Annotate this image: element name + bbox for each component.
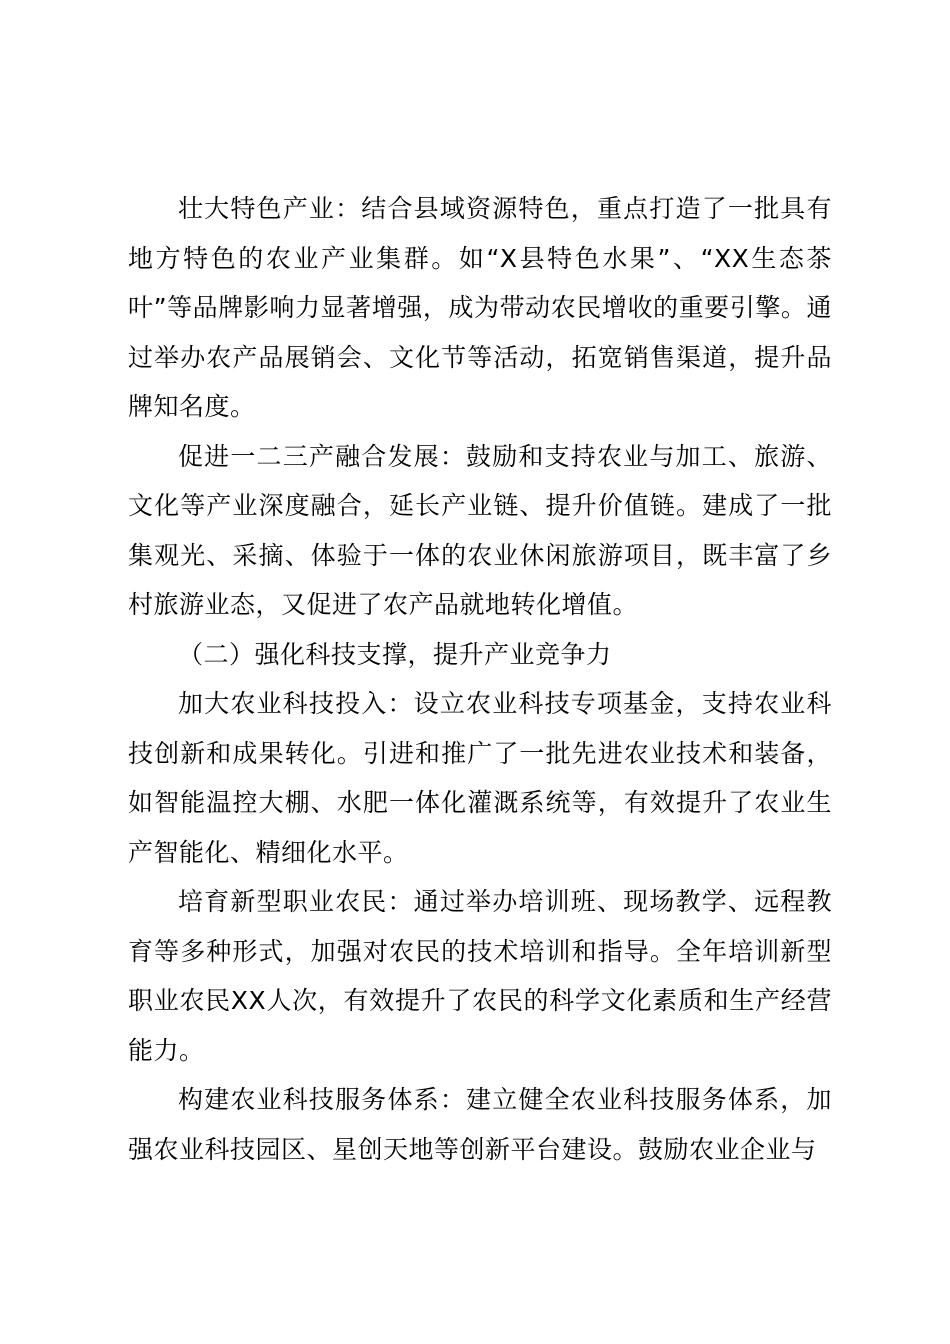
paragraph-tech-service-system: 构建农业科技服务体系：建立健全农业科技服务体系，加强农业科技园区、星创天地等创新平台建设。鼓励农业企业与 [128,1085,832,1164]
document-body [128,184,832,1174]
paragraph-farmer-training: 培育新型职业农民：通过举办培训班、现场教学、远程教育等多种形式，加强对农民的技术培训和指导。全年培训新型职业农民XX人次，有效提升了农民的科学文化素质和生产经营能力。 [128,887,832,1065]
section-heading-tech-support: （二）强化科技支撑，提升产业竞争力 [178,639,612,669]
paragraph-tech-investment: 加大农业科技投入：设立农业科技专项基金，支持农业科技创新和成果转化。引进和推广了一批先进农业技术和装备，如智能温控大棚、水肥一体化灌溉系统等，有效提升了农业生产智能化、精细化水平。 [128,689,832,867]
paragraph-industry-integration: 促进一二三产融合发展：鼓励和支持农业与加工、旅游、文化等产业深度融合，延长产业链、提升价值链。建成了一批集观光、采摘、体验于一体的农业休闲旅游项目，既丰富了乡村旅游业态，又促进了农产品就地转化增值。 [128,441,832,619]
paragraph-characteristic-industry: 壮大特色产业：结合县域资源特色，重点打造了一批具有地方特色的农业产业集群。如“X县特色水果”、“XX生态茶叶”等品牌影响力显著增强，成为带动农民增收的重要引擎。通过举办农产品展销会、文化节等活动，拓宽销售渠道，提升品牌知名度。 [128,194,832,421]
